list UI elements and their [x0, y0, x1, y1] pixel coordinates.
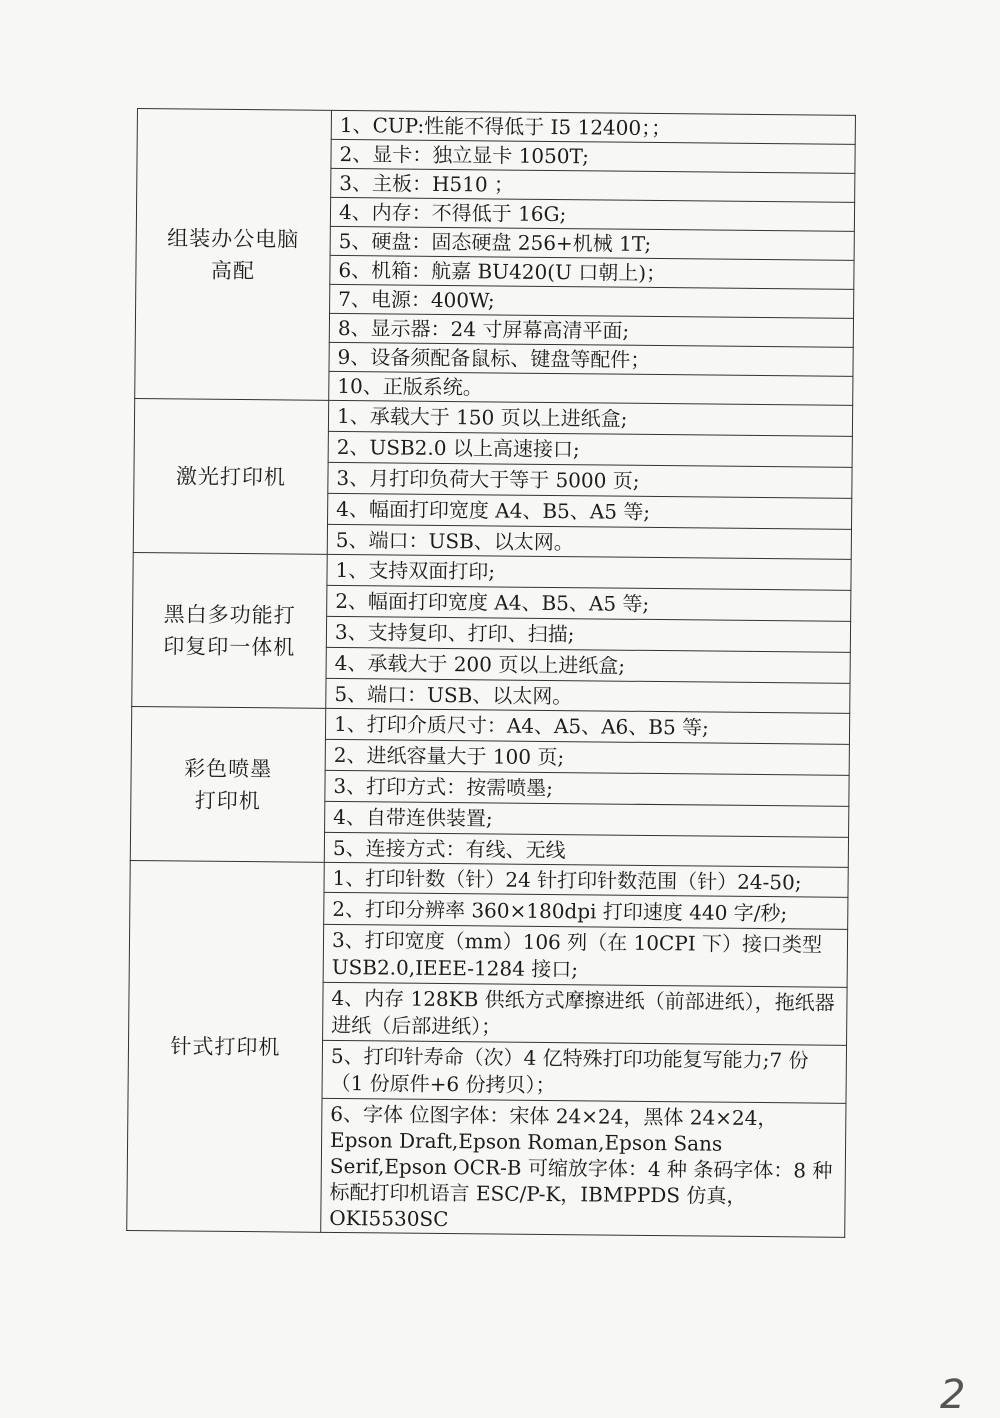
- spec-item-cell: 2、USB2.0 以上高速接口;: [328, 431, 852, 467]
- spec-item-cell: 2、显卡：独立显卡 1050T;: [331, 139, 855, 173]
- spec-item-cell: 5、硬盘：固态硬盘 256+机械 1T;: [330, 226, 854, 260]
- spec-item-cell: 5、端口：USB、以太网。: [327, 524, 851, 559]
- category-cell: 组装办公电脑 高配: [135, 109, 332, 401]
- page-number: 2: [940, 1372, 966, 1418]
- spec-item-cell: 10、正版系统。: [329, 371, 853, 405]
- spec-item-cell: 9、设备须配备鼠标、键盘等配件；: [329, 342, 853, 376]
- spec-item-cell: 4、自带连供装置;: [325, 801, 849, 837]
- spec-item-cell: 7、电源：400W;: [330, 284, 854, 318]
- spec-item-cell: 4、幅面打印宽度 A4、B5、A5 等;: [328, 493, 852, 529]
- spec-item-cell: 6、机箱：航嘉 BU420(U 口朝上)；: [330, 255, 854, 289]
- equipment-spec-table: [126, 108, 856, 1238]
- spec-item-cell: 3、打印方式：按需喷墨;: [325, 770, 849, 806]
- category-cell: 针式打印机: [127, 860, 325, 1232]
- spec-table-body: [127, 109, 856, 1238]
- spec-item-cell: 2、打印分辨率 360×180dpi 打印速度 440 字/秒;: [324, 892, 848, 929]
- spec-row: [137, 109, 855, 145]
- spec-item-cell: 5、打印针寿命（次）4 亿特殊打印功能复写能力;7 份（1 份原件+6 份拷贝）；: [322, 1040, 847, 1103]
- spec-item-cell: 3、月打印负荷大于等于 5000 页;: [328, 462, 852, 498]
- spec-item-cell: 2、进纸容量大于 100 页;: [325, 739, 849, 775]
- spec-item-cell: 1、支持双面打印;: [327, 554, 851, 590]
- spec-item-cell: 1、打印针数（针）24 针打印针数范围（针）24-50;: [324, 862, 848, 897]
- spec-item-cell: 4、承载大于 200 页以上进纸盒;: [326, 647, 850, 683]
- spec-item-cell: 1、打印介质尺寸：A4、A5、A6、B5 等;: [325, 708, 849, 744]
- spec-item-cell: 5、连接方式：有线、无线: [324, 832, 848, 867]
- spec-item-cell: 1、承载大于 150 页以上进纸盒;: [328, 400, 852, 436]
- category-cell: 黑白多功能打 印复印一体机: [132, 552, 327, 708]
- spec-item-cell: 3、支持复印、打印、扫描;: [326, 616, 850, 652]
- spec-item-cell: 6、字体 位图字体：宋体 24×24，黑体 24×24，Epson Draft,Epson Roman,Epson Sans Serif,Epson OCR-B 可缩放字体：4 种 条码字体：8 种标配打印机语言 ESC/P-K，IBMPPDS 仿真，OKI5530SC: [321, 1098, 846, 1237]
- spec-item-cell: 2、幅面打印宽度 A4、B5、A5 等;: [327, 585, 851, 621]
- spec-item-cell: 1、CUP:性能不得低于 I5 12400；；: [331, 110, 855, 144]
- category-cell: 激光打印机: [133, 398, 328, 554]
- spec-row: [130, 860, 848, 897]
- spec-row: [134, 398, 852, 436]
- spec-item-cell: 3、主板：H510 ；: [331, 168, 855, 202]
- spec-item-cell: 8、显示器：24 寸屏幕高清平面;: [329, 313, 853, 347]
- spec-item-cell: 4、内存：不得低于 16G;: [330, 197, 854, 231]
- spec-row: [131, 706, 849, 744]
- spec-row: [133, 552, 851, 590]
- category-cell: 彩色喷墨 打印机: [130, 706, 325, 862]
- spec-item-cell: 5、端口：USB、以太网。: [326, 678, 850, 713]
- spec-item-cell: 3、打印宽度（mm）106 列（在 10CPI 下）接口类型 USB2.0,IEEE-1284 接口;: [323, 924, 848, 987]
- spec-item-cell: 4、内存 128KB 供纸方式摩擦进纸（前部进纸），拖纸器进纸（后部进纸）；: [323, 982, 848, 1045]
